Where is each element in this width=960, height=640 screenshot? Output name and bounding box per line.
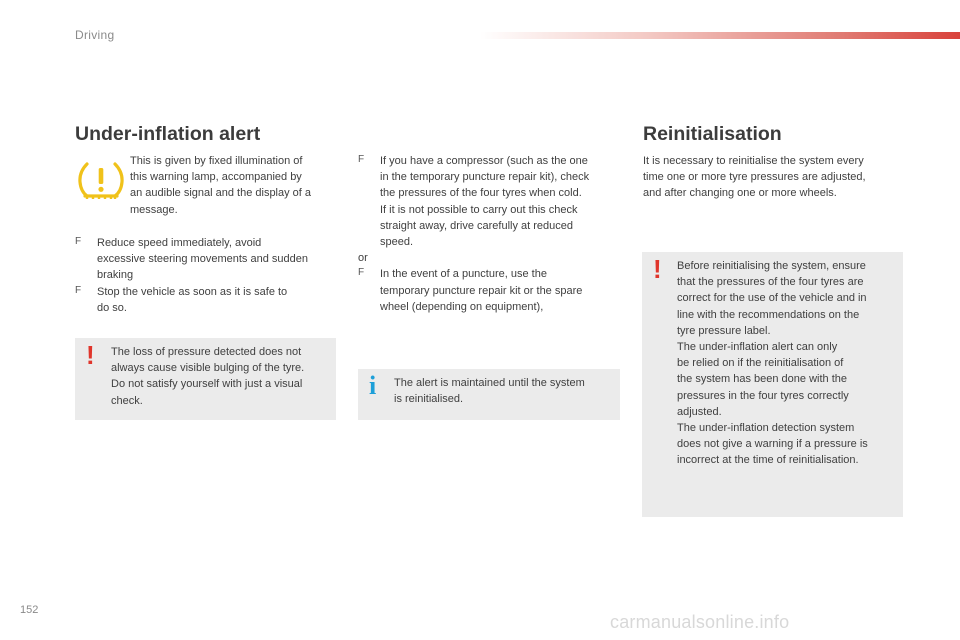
compressor-instructions bbox=[358, 153, 620, 315]
text-line: and after changing one or more wheels. bbox=[643, 187, 837, 200]
reinitialisation-intro-text bbox=[643, 153, 901, 202]
or-separator: or bbox=[358, 252, 368, 265]
alert-action-list bbox=[75, 235, 343, 316]
text-line: temporary puncture repair kit or the spare bbox=[380, 284, 583, 297]
text-line: In the event of a puncture, use the bbox=[380, 268, 547, 281]
text-line: braking bbox=[97, 269, 134, 282]
text-line: Before reinitialising the system, ensure bbox=[677, 260, 866, 272]
info-icon: i bbox=[369, 371, 377, 400]
text-line: always cause visible bulging of the tyre. bbox=[111, 362, 305, 375]
reinitialisation-title: Reinitialisation bbox=[643, 123, 782, 145]
bullet-marker: F bbox=[358, 267, 365, 279]
text-line: time one or more tyre pressures are adjusted, bbox=[643, 171, 866, 184]
text-line: incorrect at the time of reinitialisation. bbox=[677, 454, 859, 467]
page-number: 152 bbox=[20, 604, 39, 616]
text-line: correct for the use of the vehicle and in bbox=[677, 292, 867, 305]
text-line: check. bbox=[111, 394, 143, 407]
text-line: The under-inflation alert can only bbox=[677, 341, 838, 354]
warning-exclamation-icon: ! bbox=[86, 340, 95, 370]
text-line: If you have a compressor (such as the one bbox=[380, 155, 588, 167]
text-line: tyre pressure label. bbox=[677, 324, 771, 337]
list-item bbox=[358, 266, 620, 315]
text-line: The loss of pressure detected does not bbox=[111, 346, 302, 358]
text-line: speed. bbox=[380, 236, 414, 249]
text-line: that the pressures of the four tyres are bbox=[677, 276, 864, 289]
info-note-box bbox=[358, 369, 620, 420]
text-line: be relied on if the reinitialisation of bbox=[677, 357, 844, 370]
text-line: excessive steering movements and sudden bbox=[97, 253, 308, 266]
warning-exclamation-icon: ! bbox=[653, 254, 662, 284]
section-header: Driving bbox=[75, 28, 115, 42]
text-line: the pressures of the four tyres when cold. bbox=[380, 187, 582, 200]
text-line: message. bbox=[130, 203, 178, 216]
text-line: Stop the vehicle as soon as it is safe to bbox=[97, 285, 288, 298]
list-item bbox=[358, 153, 620, 250]
text-line: This is given by fixed illumination of bbox=[130, 155, 303, 167]
text-line: this warning lamp, accompanied by bbox=[130, 171, 302, 184]
text-line: adjusted. bbox=[677, 405, 722, 418]
text-line: Do not satisfy yourself with just a visual bbox=[111, 378, 303, 391]
text-line: is reinitialised. bbox=[394, 393, 464, 406]
text-line: does not give a warning if a pressure is bbox=[677, 438, 868, 451]
watermark: carmanualsonline.info bbox=[610, 612, 790, 632]
text-line: The alert is maintained until the system bbox=[394, 377, 585, 389]
text-line: The under-inflation detection system bbox=[677, 422, 855, 435]
bullet-marker: F bbox=[75, 236, 82, 247]
text-line: do so. bbox=[97, 301, 127, 314]
bullet-marker: F bbox=[75, 284, 82, 296]
text-line: line with the recommendations on the bbox=[677, 308, 860, 321]
text-line: pressures in the four tyres correctly bbox=[677, 389, 849, 402]
alert-intro-text bbox=[130, 153, 342, 218]
under-inflation-alert-title: Under-inflation alert bbox=[75, 123, 261, 145]
text-line: straight away, drive carefully at reduced bbox=[380, 219, 573, 232]
header-color-band bbox=[480, 32, 960, 39]
list-item bbox=[75, 235, 343, 284]
text-line: If it is not possible to carry out this check bbox=[380, 203, 578, 216]
bullet-marker: F bbox=[358, 154, 365, 165]
warning-note-box bbox=[75, 338, 336, 420]
text-line: wheel (depending on equipment), bbox=[380, 300, 544, 313]
list-item bbox=[75, 284, 343, 316]
text-line: the system has been done with the bbox=[677, 373, 847, 386]
reinitialisation-warning-box bbox=[642, 252, 903, 517]
text-line: in the temporary puncture repair kit), check bbox=[380, 171, 590, 184]
text-line: Reduce speed immediately, avoid bbox=[97, 237, 262, 249]
text-line: an audible signal and the display of a bbox=[130, 187, 312, 200]
text-line: It is necessary to reinitialise the system every bbox=[643, 155, 864, 167]
tyre-pressure-warning-lamp-icon bbox=[78, 160, 124, 200]
